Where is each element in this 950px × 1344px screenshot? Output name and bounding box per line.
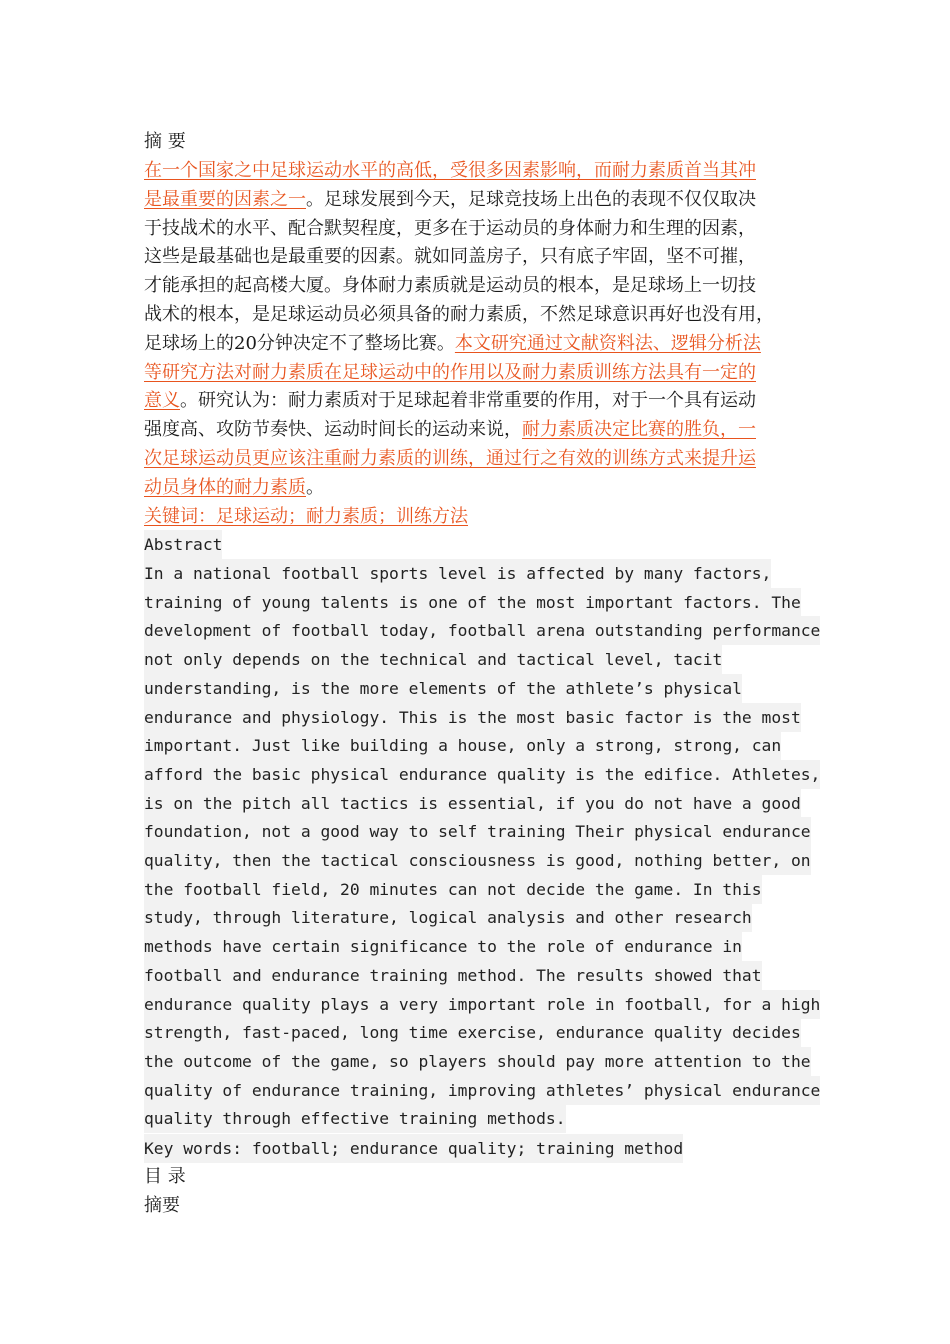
abstract-en-heading: Abstract — [144, 530, 222, 559]
highlighted-text: 等研究方法对耐力素质在足球运动中的作用以及耐力素质训练方法具有一定的 — [144, 361, 756, 383]
body-text: 。 — [306, 476, 324, 498]
abstract-cn-line — [144, 386, 756, 415]
highlighted-text: 是最重要的因素之一 — [144, 188, 306, 210]
abstract-cn-line — [144, 300, 774, 329]
abstract-en-line: not only depends on the technical and tactical level, tacit — [144, 645, 722, 674]
abstract-cn-keywords: 关键词：足球运动；耐力素质；训练方法 — [144, 506, 468, 527]
abstract-cn-line — [144, 358, 756, 387]
abstract-en-line: understanding, is the more elements of the athlete’s physical — [144, 674, 742, 703]
abstract-en-line: foundation, not a good way to self training Their physical endurance — [144, 817, 811, 846]
highlighted-text: 本文研究通过文献资料法、逻辑分析法 — [454, 332, 761, 354]
abstract-en-line: the outcome of the game, so players should pay more attention to the — [144, 1047, 811, 1076]
abstract-en-line: quality, then the tactical consciousness is good, nothing better, on — [144, 846, 811, 875]
abstract-en-line: the football field, 20 minutes can not decide the game. In this — [144, 875, 762, 904]
abstract-en-line: study, through literature, logical analysis and other research — [144, 903, 752, 932]
abstract-cn-heading: 摘 要 — [144, 131, 186, 152]
abstract-en-line: endurance and physiology. This is the most basic factor is the most — [144, 703, 801, 732]
abstract-en-line: is on the pitch all tactics is essential, if you do not have a good — [144, 789, 801, 818]
body-text: 这些是最基础也是最重要的因素。就如同盖房子，只有底子牢固，坚不可摧， — [144, 246, 756, 268]
abstract-en-line: In a national football sports level is affected by many factors, — [144, 559, 771, 588]
body-text: 于技战术的水平、配合默契程度，更多在于运动员的身体耐力和生理的因素， — [144, 217, 756, 239]
body-text: 强度高、攻防节奏快、运动时间长的运动来说， — [144, 419, 522, 441]
abstract-en-line: important. Just like building a house, only a strong, strong, can — [144, 731, 781, 760]
abstract-cn-line — [144, 329, 761, 358]
abstract-cn-line — [144, 214, 756, 243]
abstract-cn-line — [144, 185, 756, 214]
body-text: 。研究认为：耐力素质对于足球起着非常重要的作用，对于一个具有运动 — [180, 390, 756, 412]
body-text: 。足球发展到今天，足球竞技场上出色的表现不仅仅取决 — [306, 188, 756, 210]
abstract-en-line: development of football today, football arena outstanding performance — [144, 616, 820, 645]
toc-heading: 目 录 — [144, 1166, 186, 1187]
abstract-cn-line — [144, 242, 756, 271]
toc-item-abstract[interactable]: 摘要 — [144, 1195, 180, 1216]
abstract-cn-line — [144, 415, 756, 444]
highlighted-text: 动员身体的耐力素质 — [144, 476, 306, 498]
abstract-cn-line — [144, 473, 324, 502]
abstract-cn-line — [144, 444, 756, 473]
highlighted-text: 在一个国家之中足球运动水平的高低，受很多因素影响，而耐力素质首当其冲 — [144, 160, 756, 181]
abstract-en-line: quality through effective training methods. — [144, 1104, 566, 1133]
abstract-en-line: endurance quality plays a very important role in football, for a high — [144, 990, 820, 1019]
abstract-en-line: afford the basic physical endurance quality is the edifice. Athletes, — [144, 760, 820, 789]
abstract-en-line: quality of endurance training, improving athletes’ physical endurance — [144, 1076, 820, 1105]
abstract-en-line: strength, fast-paced, long time exercise, endurance quality decides — [144, 1018, 801, 1047]
body-text: 战术的根本，是足球运动员必须具备的耐力素质，不然足球意识再好也没有用， — [144, 304, 774, 325]
highlighted-text: 耐力素质决定比赛的胜负，一 — [522, 419, 756, 441]
abstract-cn-line — [144, 156, 756, 185]
body-text: 足球场上的20分钟决定不了整场比赛。 — [144, 332, 455, 354]
abstract-en-line: methods have certain significance to the role of endurance in — [144, 932, 742, 961]
abstract-en-line: training of young talents is one of the most important factors. The — [144, 588, 801, 617]
highlighted-text: 次足球运动员更应该注重耐力素质的训练，通过行之有效的训练方式来提升运 — [144, 448, 756, 469]
abstract-en-keywords: Key words: football; endurance quality; training method — [144, 1134, 683, 1163]
abstract-en-line: football and endurance training method. The results showed that — [144, 961, 762, 990]
highlighted-text: 意义 — [144, 390, 180, 412]
abstract-cn-line — [144, 271, 756, 300]
body-text: 才能承担的起高楼大厦。身体耐力素质就是运动员的根本，是足球场上一切技 — [144, 275, 756, 297]
